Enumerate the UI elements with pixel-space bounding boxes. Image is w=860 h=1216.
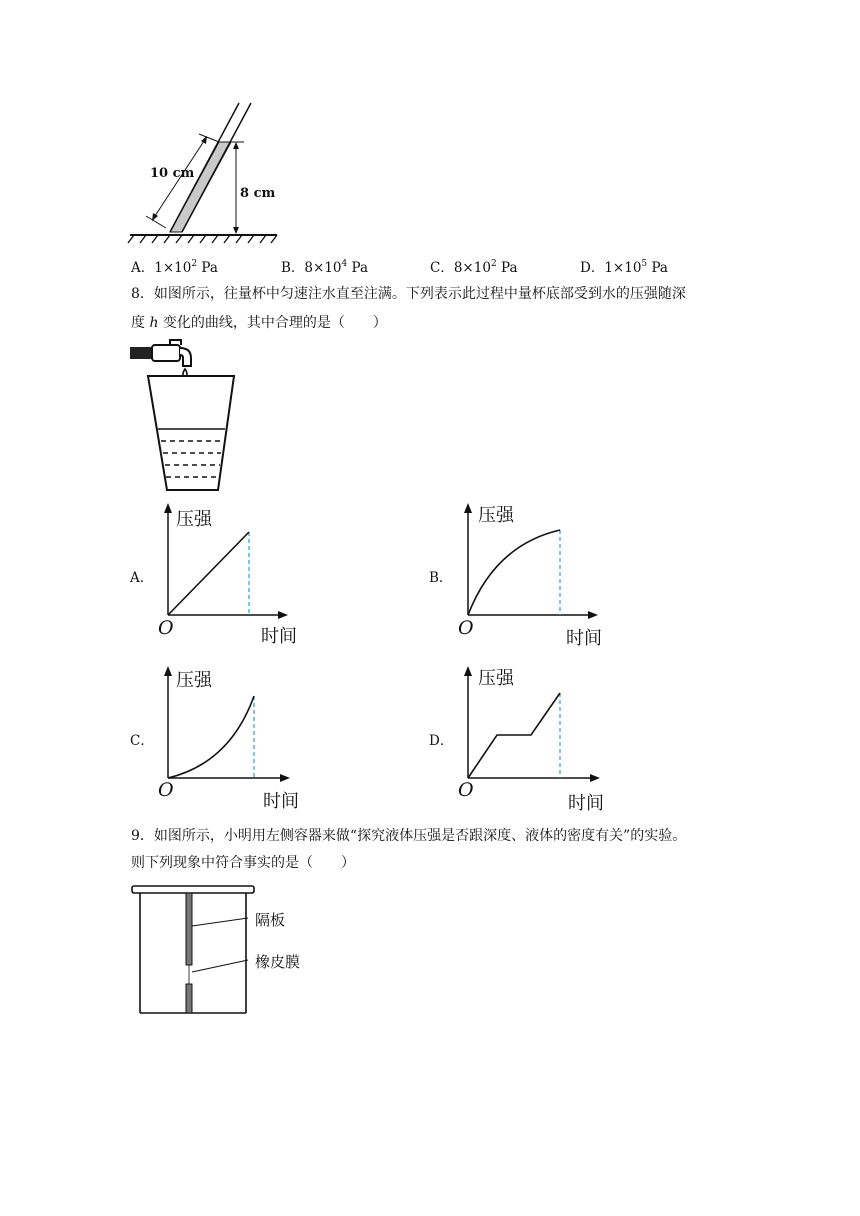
q7-option-d-exponent: 5 (641, 259, 648, 269)
graph-c-x-label: 时间 (263, 791, 299, 812)
graph-d-option-label[interactable]: D． (429, 733, 454, 749)
liquid-column (170, 142, 231, 232)
q7-option-c[interactable] (430, 256, 518, 276)
q8-stem-line2-pre: 度 (131, 315, 150, 331)
faucet-pipe (130, 347, 152, 359)
graph-d-curve (468, 693, 560, 778)
container-lid (132, 886, 254, 893)
membrane-label: 橡皮膜 (255, 953, 301, 971)
partition-leader (192, 918, 248, 926)
q7-option-c-exponent: 2 (490, 259, 497, 269)
q8-depth-variable: h (149, 315, 159, 331)
graph-c-origin: O (158, 779, 174, 801)
partition-lower (186, 984, 192, 1013)
graph-d-x-label: 时间 (568, 793, 604, 814)
measuring-cup (148, 376, 234, 490)
graph-a-y-label: 压强 (176, 509, 212, 530)
q7-option-a-unit: Pa (197, 260, 218, 276)
graph-c-curve (168, 696, 254, 778)
q7-option-d-unit: Pa (647, 260, 668, 276)
graph-b-x-label: 时间 (566, 628, 602, 649)
slant-length-label: 10 cm (150, 166, 195, 181)
q7-option-d-value: 1×10 (604, 260, 642, 276)
q7-option-a[interactable] (131, 256, 218, 276)
q7-option-b-unit: Pa (347, 260, 369, 276)
graph-b-curve (468, 530, 560, 615)
faucet-spout (180, 348, 191, 366)
q7-option-a-label: A． (131, 260, 155, 276)
faucet-body (152, 345, 180, 361)
partition (186, 893, 192, 965)
faucet-cup-figure (125, 338, 245, 494)
q7-option-b-exponent: 4 (341, 259, 348, 269)
graph-c-option-label[interactable]: C． (130, 733, 154, 749)
height-label: 8 cm (240, 186, 276, 201)
q7-option-c-unit: Pa (496, 260, 518, 276)
q7-option-d[interactable] (580, 256, 668, 276)
graph-b-origin: O (458, 617, 474, 639)
q7-option-b-label: B． (281, 260, 305, 276)
ground-hatching (128, 235, 277, 243)
q7-option-a-value: 1×10 (154, 260, 192, 276)
graph-a-option-label[interactable]: A． (130, 570, 154, 586)
graph-b-y-label: 压强 (478, 505, 514, 526)
partition-label: 隔板 (255, 911, 286, 929)
graph-c-y-label: 压强 (176, 670, 212, 691)
membrane-leader (192, 960, 248, 972)
q7-option-b[interactable] (281, 256, 368, 276)
q7-option-d-label: D． (580, 260, 605, 276)
graph-d-origin: O (458, 779, 474, 801)
q7-option-b-value: 8×10 (304, 260, 342, 276)
q7-option-c-label: C． (430, 260, 454, 276)
tube-figure (120, 95, 290, 245)
q8-stem-line1: 8．如图所示，往量杯中匀速注水直至注满。下列表示此过程中量杯底部受到水的压强随深 (131, 286, 686, 302)
graph-a-x-label: 时间 (261, 626, 297, 647)
q8-stem-line2-post: 变化的曲线，其中合理的是（ ） (158, 315, 387, 331)
q9-stem-line1: 9．如图所示，小明用左侧容器来做“探究液体压强是否跟深度、液体的密度有关”的实验。 (131, 828, 687, 844)
graph-a-curve (168, 532, 249, 615)
graph-b-option-label[interactable]: B． (429, 570, 453, 586)
q9-stem-line2: 则下列现象中符合事实的是（ ） (131, 855, 355, 871)
q8-stem-line2 (131, 313, 387, 333)
graph-d-y-label: 压强 (478, 668, 514, 689)
partition-container-figure (128, 880, 328, 1020)
q7-option-c-value: 8×10 (453, 260, 491, 276)
graph-a-origin: O (158, 617, 174, 639)
q7-option-a-exponent: 2 (191, 259, 198, 269)
